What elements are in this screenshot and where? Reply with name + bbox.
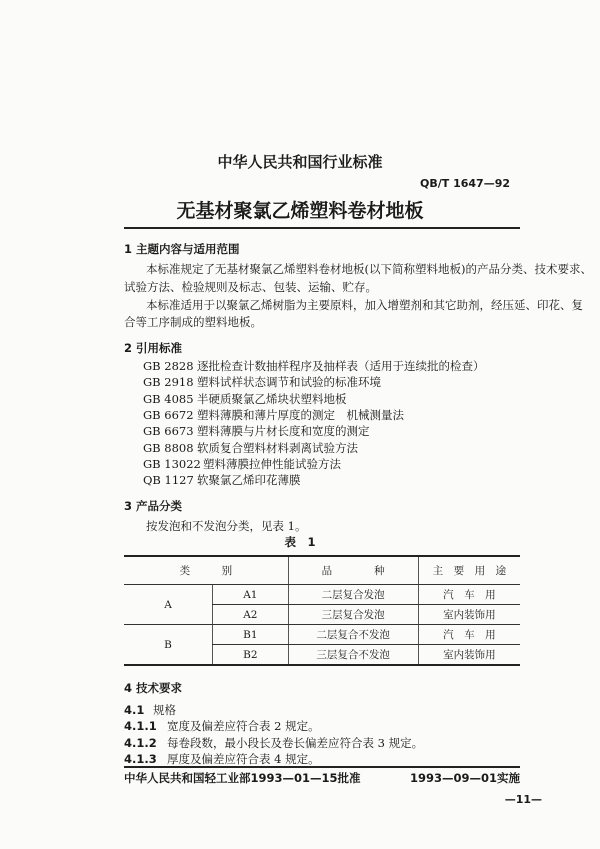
cell-kind: 三层复合发泡: [288, 605, 418, 625]
table-row: [124, 585, 520, 605]
reference-code: GB 2828: [143, 359, 194, 373]
cell-kind: 三层复合不发泡: [288, 645, 418, 666]
section-1-heading: 1 主题内容与适用范围: [124, 242, 240, 256]
cell-sub: A1: [213, 585, 289, 605]
reference-code: GB 4085: [143, 391, 194, 406]
table-caption: 表 1: [284, 535, 316, 549]
paragraph-line: 本标准适用于以聚氯乙烯树脂为主要原料，加入增塑剂和其它助剂，经压延、印花、复: [146, 298, 583, 312]
paragraph-line: 合等工序制成的塑料地板。: [124, 315, 262, 329]
reference-title: 塑料试样状态调节和试验的标准环境: [197, 375, 381, 390]
section-4-heading: 4 技术要求: [124, 681, 183, 695]
cell-sub: B1: [213, 625, 289, 645]
approval-text: 中华人民共和国轻工业部1993—01—15批准: [124, 771, 361, 785]
cell-use: 室内装饰用: [418, 605, 520, 625]
standard-code: QB/T 1647—92: [420, 177, 511, 190]
reference-code: GB 8808: [143, 440, 194, 455]
reference-title: 塑料薄膜拉伸性能试验方法: [203, 456, 341, 471]
cell-use: 汽 车 用: [418, 625, 520, 645]
clause-number: 4.1.2: [124, 736, 157, 750]
cell-use: 汽 车 用: [418, 585, 520, 605]
header-usage: 主 要 用 途: [418, 556, 520, 585]
clause-number: 4.1.3: [124, 752, 157, 766]
reference-code: GB 6673: [143, 424, 194, 439]
cell-class: B: [124, 625, 213, 666]
reference-code: GB 13022: [143, 456, 201, 471]
section-3-text: 按发泡和不发泡分类，见表 1。: [146, 519, 307, 533]
reference-code: GB 6672: [143, 407, 194, 422]
clause-number: 4.1: [124, 703, 145, 717]
product-classification-table: [124, 555, 520, 666]
effective-date: 1993—09—01实施: [409, 771, 520, 785]
footer-rule: [124, 766, 520, 768]
paragraph-line: 试验方法、检验规则及标志、包装、运输、贮存。: [124, 280, 377, 294]
reference-code: GB 2918: [143, 375, 194, 390]
cell-kind: 二层复合不发泡: [288, 625, 418, 645]
cell-kind: 二层复合发泡: [288, 585, 418, 605]
reference-code: QB 1127: [143, 473, 194, 488]
cell-use: 室内装饰用: [418, 645, 520, 666]
clause-text: 宽度及偏差应符合表 2 规定。: [167, 719, 320, 733]
reference-title: 软质复合塑料材料剥离试验方法: [197, 440, 358, 455]
reference-title: 软聚氯乙烯印花薄膜: [197, 473, 301, 488]
cell-sub: A2: [213, 605, 289, 625]
title-rule: [124, 227, 520, 229]
table-row: [124, 625, 520, 645]
page-number: —11—: [504, 793, 542, 806]
header-variety: 品 种: [288, 556, 418, 585]
reference-title: 塑料薄膜与片材长度和宽度的测定: [197, 424, 370, 439]
clause-text: 每卷段数，最小段长及卷长偏差应符合表 3 规定。: [167, 736, 424, 750]
cell-sub: B2: [213, 645, 289, 666]
section-2-heading: 2 引用标准: [124, 341, 183, 355]
section-3-heading: 3 产品分类: [124, 499, 183, 513]
reference-title: 半硬质聚氯乙烯块状塑料地板: [197, 391, 347, 406]
document-title: 无基材聚氯乙烯塑料卷材地板: [176, 200, 424, 222]
reference-title: 逐批检查计数抽样程序及抽样表（适用于连续批的检查）: [197, 359, 485, 373]
paragraph-line: 本标准规定了无基材聚氯乙烯塑料卷材地板(以下简称塑料地板)的产品分类、技术要求、: [146, 262, 592, 276]
standard-category: 中华人民共和国行业标准: [217, 153, 383, 171]
cell-class: A: [124, 585, 213, 625]
header-category: 类 别: [124, 556, 288, 585]
clause-text: 厚度及偏差应符合表 4 规定。: [167, 752, 320, 766]
table-header-row: [124, 556, 520, 585]
reference-title: 塑料薄膜和薄片厚度的测定 机械测量法: [197, 407, 404, 422]
clause-text: 规格: [153, 703, 176, 717]
clause-number: 4.1.1: [124, 719, 157, 733]
